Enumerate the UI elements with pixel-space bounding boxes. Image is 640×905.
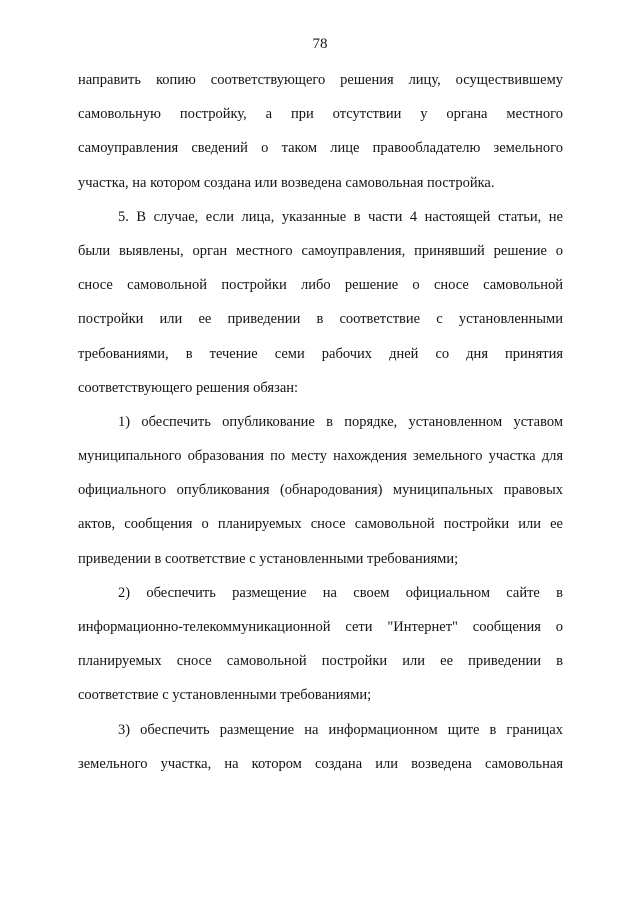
text-line: соответствие с установленными требованиями; xyxy=(78,687,372,704)
text-line: сносе самовольной постройки либо решение о сносе самовольной xyxy=(78,277,563,294)
text-line: самовольную постройку, а при отсутствии у органа местного xyxy=(78,106,563,123)
text-line: 2) обеспечить размещение на своем официальном сайте в xyxy=(118,584,563,601)
text-line: участка, на котором создана или возведена самовольная постройка. xyxy=(78,174,495,191)
text-line: официального опубликования (обнародования) муниципальных правовых xyxy=(78,482,563,499)
text-line: 1) обеспечить опубликование в порядке, установленном уставом xyxy=(118,413,563,430)
text-line: муниципального образования по месту нахождения земельного участка для xyxy=(78,448,563,465)
text-line: постройки или ее приведении в соответствие с установленными xyxy=(78,311,563,328)
text-line: 5. В случае, если лица, указанные в части 4 настоящей статьи, не xyxy=(118,208,563,225)
text-line: требованиями, в течение семи рабочих дней со дня принятия xyxy=(78,345,563,362)
text-line: земельного участка, на котором создана или возведена самовольная xyxy=(78,755,563,772)
text-line: соответствующего решения обязан: xyxy=(78,379,299,396)
document-body xyxy=(78,71,563,789)
text-line: были выявлены, орган местного самоуправления, принявший решение о xyxy=(78,242,563,259)
text-line: приведении в соответствие с установленными требованиями; xyxy=(78,550,459,567)
text-line: планируемых сносе самовольной постройки или ее приведении в xyxy=(78,653,563,670)
page-number: 78 xyxy=(312,36,328,52)
text-line: 3) обеспечить размещение на информационном щите в границах xyxy=(118,721,563,738)
text-line: информационно-телекоммуникационной сети "Интернет" сообщения о xyxy=(78,619,563,635)
text-line: актов, сообщения о планируемых сносе самовольной постройки или ее xyxy=(78,516,563,533)
text-line: самоуправления сведений о таком лице правообладателю земельного xyxy=(78,140,563,157)
text-line: направить копию соответствующего решения лицу, осуществившему xyxy=(78,72,563,88)
